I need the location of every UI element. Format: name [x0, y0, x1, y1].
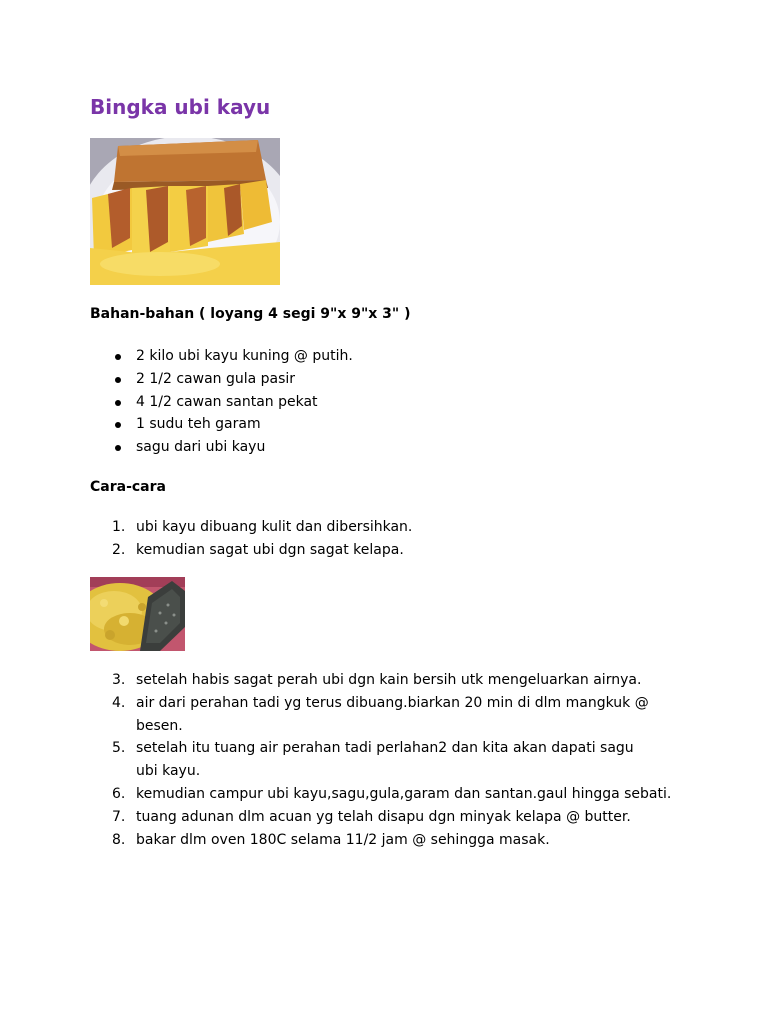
step-item [90, 692, 656, 738]
ingredient-text: 1 sudu teh garam [136, 416, 261, 433]
cake-photo [90, 138, 280, 285]
step-number: 4. [112, 694, 126, 711]
ingredients-list [90, 345, 353, 459]
bullet-icon [115, 422, 121, 428]
step-number: 2. [112, 541, 126, 558]
steps-list-part2 [90, 669, 671, 851]
step-text: bakar dlm oven 180C selama 11/2 jam @ sehingga masak. [136, 831, 550, 848]
step-text: ubi kayu dibuang kulit dan dibersihkan. [136, 519, 413, 535]
recipe-title: Bingka ubi kayu [90, 95, 271, 119]
ingredient-text: sagu dari ubi kayu [136, 439, 266, 456]
step-item [90, 829, 671, 852]
step-item [90, 669, 671, 692]
step-text: kemudian campur ubi kayu,sagu,gula,garam dan santan.gaul hingga sebati. [136, 785, 672, 802]
ingredient-text: 2 1/2 cawan gula pasir [136, 370, 296, 387]
step-item [90, 806, 671, 829]
step-number: 6. [112, 785, 126, 802]
ingredient-text: 4 1/2 cawan santan pekat [136, 393, 318, 410]
ingredient-item [90, 436, 353, 459]
bullet-icon [115, 377, 121, 383]
step-text: air dari perahan tadi yg terus dibuang.biarkan 20 min di dlm mangkuk @ besen. [136, 694, 649, 734]
step-text: setelah habis sagat perah ubi dgn kain bersih utk mengeluarkan airnya. [136, 672, 642, 688]
step-item [90, 783, 671, 806]
step-item [90, 539, 412, 562]
steps-list-part1 [90, 516, 412, 562]
grated-cassava-photo [90, 577, 185, 651]
ingredient-item [90, 368, 353, 391]
step-number: 7. [112, 808, 126, 825]
step-text: setelah itu tuang air perahan tadi perlahan2 dan kita akan dapati sagu ubi kayu. [136, 740, 634, 780]
step-number: 3. [112, 672, 126, 688]
ingredient-item [90, 391, 353, 414]
step-text: kemudian sagat ubi dgn sagat kelapa. [136, 541, 404, 558]
step-item [90, 737, 656, 783]
step-number: 5. [112, 740, 126, 757]
ingredient-item [90, 413, 353, 436]
ingredients-heading: Bahan-bahan ( loyang 4 segi 9"x 9"x 3" ) [90, 306, 411, 322]
ingredient-text: 2 kilo ubi kayu kuning @ putih. [136, 348, 353, 364]
method-heading: Cara-cara [90, 479, 166, 495]
bullet-icon [115, 400, 121, 406]
ingredient-item [90, 345, 353, 368]
step-number: 8. [112, 831, 126, 848]
step-text: tuang adunan dlm acuan yg telah disapu dgn minyak kelapa @ butter. [136, 808, 631, 825]
step-number: 1. [112, 519, 126, 535]
bullet-icon [115, 354, 121, 360]
bullet-icon [115, 445, 121, 451]
step-item [90, 516, 412, 539]
